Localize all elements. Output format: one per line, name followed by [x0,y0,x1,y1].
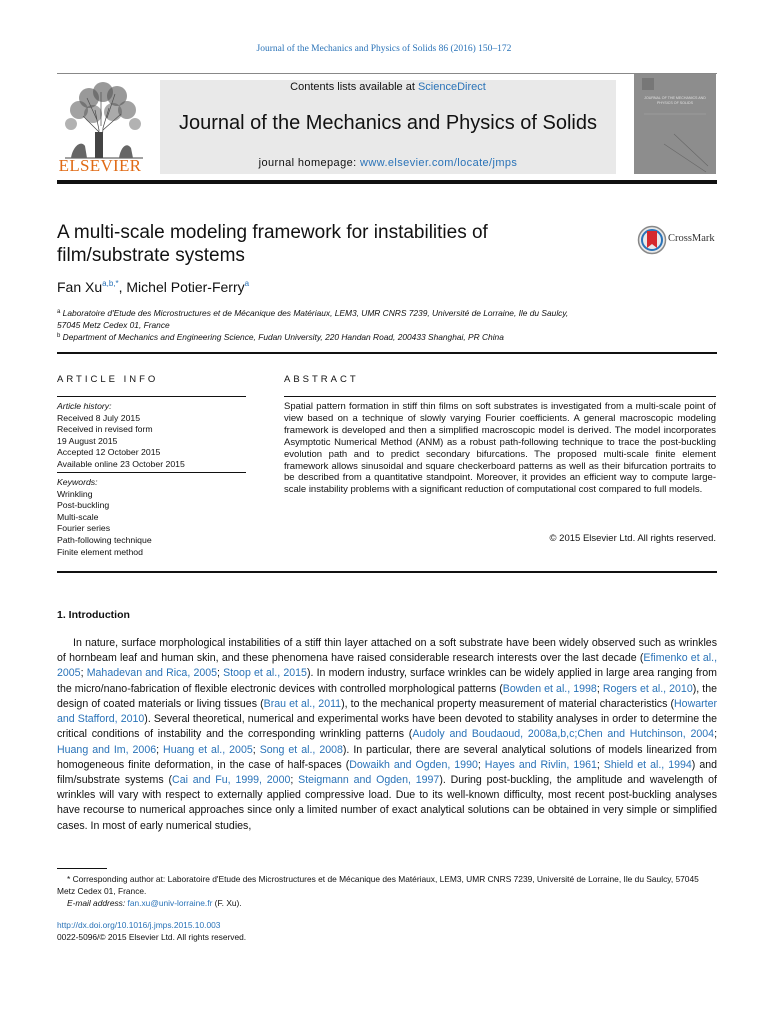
reference-separator: ; [217,667,224,680]
body-text-run: ). In particular, there are several analytical solutions of models linearized from homogeneous finite deformation, in the case of half-spaces ( [57,743,718,771]
history-item: Received in revised form [57,424,153,435]
keyword-item: Finite element method [57,546,143,557]
keyword-item: Fourier series [57,523,111,534]
reference-separator: ; [596,682,603,695]
homepage-prefix: journal homepage: [258,157,361,169]
reference-link[interactable]: Bowden et al., 1998 [502,682,597,695]
reference-separator: ; [156,743,164,756]
contents-line [160,81,616,93]
reference-link[interactable]: Audoly and Boudaoud, 2008a,b,c;Chen and Hutchinson, 2004 [412,728,715,741]
article-title-line2: film/substrate systems [57,245,245,266]
reference-separator: ; [290,773,299,786]
affiliation-mark: b [57,333,61,339]
sciencedirect-link[interactable]: ScienceDirect [417,81,486,93]
abstract-copyright: © 2015 Elsevier Ltd. All rights reserved. [549,533,716,544]
affiliation-a [57,306,677,331]
body-text-run: ) and film/substrate systems ( [57,758,717,786]
reference-separator: ; [477,758,485,771]
history-item: Received 8 July 2015 [57,412,141,423]
article-title-line1: A multi-scale modeling framework for instabilities of [57,222,488,243]
history-item: Accepted 12 October 2015 [57,447,161,458]
keyword-item: Wrinkling [57,488,93,499]
reference-link[interactable]: Huang et al., 2005 [163,743,253,756]
header-rule [57,73,717,74]
introduction-paragraph [57,636,717,834]
cover-decoration [634,74,716,174]
reference-link[interactable]: Dowaikh and Ogden, 1990 [349,758,478,771]
footnote-text: Corresponding author at: Laboratoire d'Etude des Microstructures et de Mécanique des Matériaux, LEM3, UMR CNRS 7239, Université de Lorraine, Ile du Saulcy, 57045 Metz Cedex 01, France. [57,874,699,896]
article-history [57,401,185,471]
reference-separator: ; [80,667,87,680]
author-affiliation-mark[interactable]: a [244,279,250,288]
reference-separator: ; [714,728,718,741]
footnote-rule [57,868,107,869]
history-item: Available online 23 October 2015 [57,458,185,469]
keyword-item: Multi-scale [57,511,99,522]
body-text-run: ). Several theoretical, numerical and experimental works have been devoted to stability analyses in order to determine the critical conditions of instability and the corresponding wrinkling patterns ( [57,713,717,741]
email-link[interactable]: fan.xu@univ-lorraine.fr [127,898,213,908]
email-label: E-mail address: [67,898,128,908]
keywords-label: Keywords: [57,477,98,487]
reference-link[interactable]: Huang and Im, 2006 [57,743,157,756]
article-info-rule [57,396,246,397]
contents-prefix: Contents lists available at [290,81,418,93]
affiliation-b [57,330,677,343]
affiliation-a-line1: Laboratoire d'Etude des Microstructures et de Mécanique des Matériaux, LEM3, UMR CNRS 7239, Université de Lorraine, Ile du Saulcy, [62,308,569,318]
footnote-mark: * [67,874,71,884]
homepage-line [160,157,616,169]
body-text-run: ). During post-buckling, the amplitude and wavelength of wrinkles will vary with respect to externally applied compressive load. Due to its well-known difficulty, most recent post-buckling analyses have recourse to numerical approaches since only a limited number of exact analytical solutions can be obtained in very simple or simplified cases. In most of early numerical studies, [57,773,717,832]
issn-copyright: 0022-5096/© 2015 Elsevier Ltd. All rights reserved. [57,932,247,942]
article-title [57,221,617,267]
abstract-text: Spatial pattern formation in stiff thin films on soft substrates is investigated from a multi-scale point of view based on a technique of slowly varying Fourier coefficients. A general macroscopic modeling framework is developed and then a simplified macroscopic model is derived. The model incorporates Asymptotic Numerical Method (ANM) as a robust path-following technique to trace the post-buckling evolution path and to predict secondary bifurcations. The proposed multi-scale finite element framework allows sinusoidal and square checkerboard patterns as well as their bifurcation portraits to be described from a quantitative standpoint. Moreover, it provides an efficient way to compute large-scale instability problems with a significant reduction of computational cost compared to full models. [284,401,716,496]
journal-title: Journal of the Mechanics and Physics of Solids [179,112,597,134]
reference-link[interactable]: Mahadevan and Rica, 2005 [86,667,218,680]
section-rule [57,352,717,354]
reference-separator: ; [252,743,260,756]
keyword-item: Path-following technique [57,534,152,545]
doi-link[interactable]: http://dx.doi.org/10.1016/j.jmps.2015.10.003 [57,920,221,930]
article-info-heading: ARTICLE INFO [57,374,159,385]
section-heading-introduction: 1. Introduction [57,609,130,621]
abstract-heading: ABSTRACT [284,374,359,385]
body-text-run: ), to the mechanical property measurement of material characteristics ( [341,697,675,710]
crossmark-icon[interactable] [637,225,667,255]
keyword-item: Post-buckling [57,500,110,511]
reference-link[interactable]: Hayes and Rivlin, 1961 [484,758,597,771]
author-affiliation-mark[interactable]: a,b,* [102,279,119,288]
journal-citation[interactable]: Journal of the Mechanics and Physics of Solids 86 (2016) 150–172 [256,44,512,54]
email-suffix: (F. Xu). [212,898,242,908]
affiliation-mark: a [57,309,61,315]
reference-link[interactable]: Stoop et al., 2015 [223,667,307,680]
body-text-run: ). In modern industry, surface wrinkles can be widely applied in large area ranging from the micro/nano-fabrication of flexible electronic devices with controlled morphological patterns ( [57,667,718,695]
reference-link[interactable]: Song et al., 2008 [259,743,343,756]
body-text-run: ), the design of coated materials or living tissues ( [57,682,717,710]
body-text-run: In nature, surface morphological instabilities of a stiff thin layer attached on a soft substrate have been widely observed such as wrinkles of hornbeam leaf and human skin, and these phenomena have raised considerable research interests over the last decade ( [57,637,717,665]
author-name: Fan Xu [57,279,103,295]
author-separator: , [118,279,127,295]
affiliation-b-text: Department of Mechanics and Engineering Science, Fudan University, 220 Handan Road, 200433 Shanghai, PR China [62,332,504,342]
crossmark-label[interactable]: CrossMark [668,233,715,244]
doi-block [57,919,246,943]
history-label: Article history: [57,401,112,411]
keywords [57,477,152,558]
header-thick-rule [57,180,717,184]
journal-cover-image [634,74,716,174]
reference-link[interactable]: Brau et al., 2011 [263,697,342,710]
author-list [57,279,249,295]
reference-link[interactable]: Howarter and Stafford, 2010 [57,697,718,726]
reference-separator: ; [596,758,604,771]
reference-link[interactable]: Rogers et al., 2010 [602,682,693,695]
affiliation-a-line2: 57045 Metz Cedex 01, France [57,320,170,330]
history-item: 19 August 2015 [57,435,118,446]
cover-title: JOURNAL OF THE MECHANICS AND PHYSICS OF SOLIDS [644,96,706,105]
front-matter-rule [57,571,717,573]
abstract-rule [284,396,716,397]
homepage-link[interactable]: www.elsevier.com/locate/jmps [360,157,518,169]
reference-link[interactable]: Shield et al., 1994 [603,758,692,771]
author-name: Michel Potier-Ferry [126,279,245,295]
history-rule [57,472,246,473]
reference-link[interactable]: Efimenko et al., 2005 [57,652,718,680]
elsevier-wordmark: ELSEVIER [58,156,142,175]
corresponding-author-footnote [57,873,717,909]
reference-link[interactable]: Steigmann and Ogden, 1997 [298,773,440,786]
reference-link[interactable]: Cai and Fu, 1999, 2000 [172,773,291,786]
